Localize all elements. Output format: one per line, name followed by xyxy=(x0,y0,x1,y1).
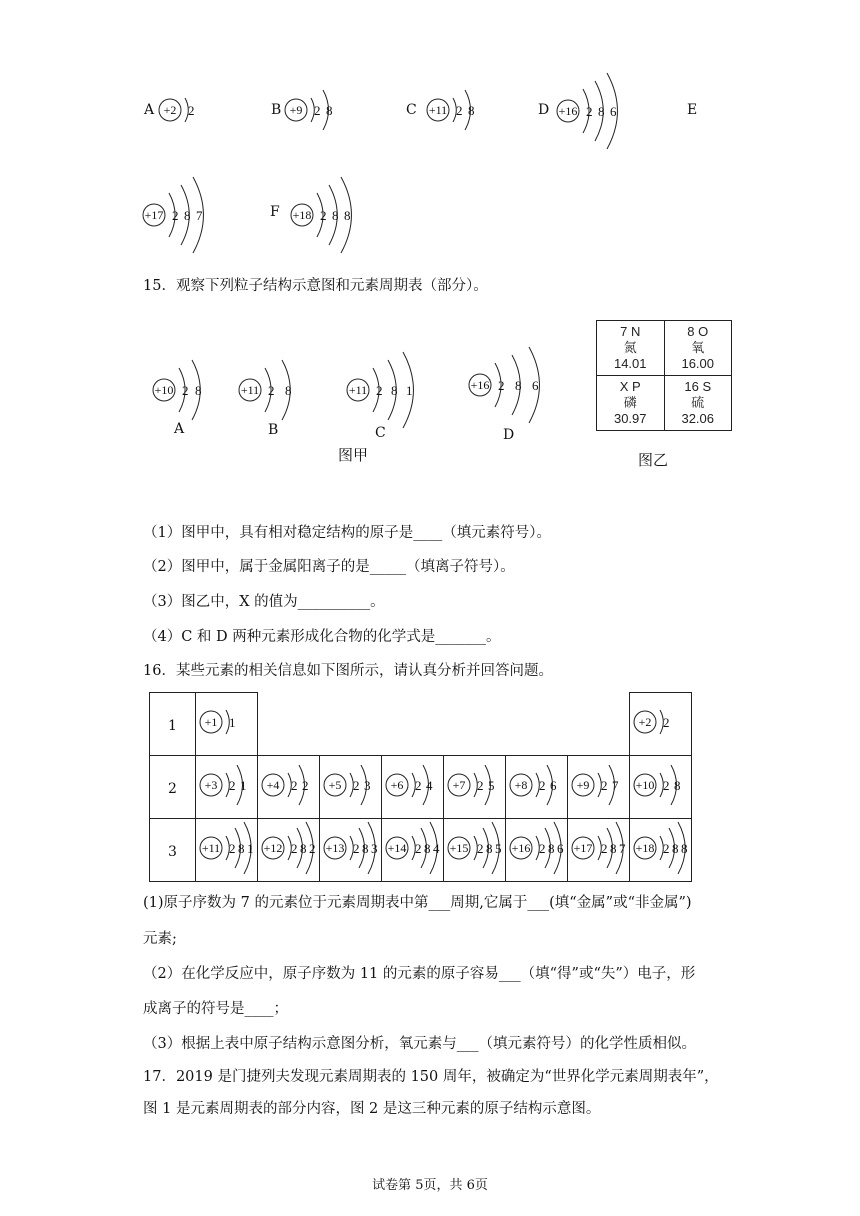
nucleus-charge: +18 xyxy=(635,841,654,855)
nucleus-charge: +14 xyxy=(387,841,406,855)
page-footer: 试卷第 5页，共 6页 xyxy=(372,1178,488,1193)
shell-electron-count: 2 xyxy=(376,383,383,398)
option-label-c: C xyxy=(406,102,417,118)
element-slot xyxy=(196,819,258,882)
shell-electron-count: 2 xyxy=(320,208,327,223)
element-header: 7 N xyxy=(620,324,641,339)
shell-electron-count: 2 xyxy=(538,841,545,856)
element-header: 8 O xyxy=(687,324,709,339)
question-17-line1: 17．2019 是门捷列夫发现元素周期表的 150 周年，被确定为“世界化学元素周期表年”， xyxy=(143,1069,719,1085)
nucleus-charge: +11 xyxy=(240,383,260,397)
period-label: 2 xyxy=(168,780,177,797)
shell-electron-count: 8 xyxy=(609,841,616,856)
nucleus-charge: +1 xyxy=(204,715,217,729)
shell-electron-count: 2 xyxy=(290,841,297,856)
element-cell-s xyxy=(664,376,732,431)
shell-electron-count: 8 xyxy=(237,841,244,856)
shell-electron-count: 2 xyxy=(182,383,189,398)
atom-diagram xyxy=(344,335,444,445)
shell-electron-count: 1 xyxy=(228,715,235,730)
nucleus-charge: +16 xyxy=(470,378,490,392)
nucleus-charge: +7 xyxy=(452,778,465,792)
atom-diagram xyxy=(466,330,576,440)
shell-electron-count: 8 xyxy=(326,103,333,118)
shell-electron-count: 2 xyxy=(662,778,669,793)
shell-electron-count: 6 xyxy=(549,778,556,793)
period-cell xyxy=(150,693,196,756)
option-label-e: E xyxy=(687,102,698,118)
shell-electron-count: 7 xyxy=(611,778,618,793)
atomic-structure-table xyxy=(149,692,692,882)
element-slot xyxy=(258,819,320,882)
nucleus-charge: +2 xyxy=(163,103,177,117)
shell-electron-count: 2 xyxy=(414,778,421,793)
shell-electron-count: 8 xyxy=(344,208,351,223)
period-label: 3 xyxy=(168,843,177,860)
shell-electron-count: 8 xyxy=(547,841,554,856)
element-slot xyxy=(568,756,630,819)
shell-electron-count: 7 xyxy=(196,208,203,223)
shell-electron-count: 2 xyxy=(308,841,315,856)
atom-diagram xyxy=(569,819,629,877)
element-cell-o xyxy=(664,321,732,376)
element-name: 氮 xyxy=(623,340,637,355)
shell-electron-count: 8 xyxy=(680,841,687,856)
nucleus-charge: +10 xyxy=(154,383,174,397)
nucleus-charge: +9 xyxy=(289,103,303,117)
shell-electron-count: 8 xyxy=(195,383,202,398)
atom-diagram xyxy=(424,82,500,138)
atom-diagram xyxy=(156,82,216,138)
element-slot xyxy=(568,819,630,882)
shell-electron-count: 8 xyxy=(468,103,475,118)
element-name: 硫 xyxy=(691,395,705,410)
nucleus-charge: +16 xyxy=(511,841,530,855)
shell-electron-count: 2 xyxy=(228,778,235,793)
atom-diagram xyxy=(507,819,567,877)
shell-electron-count: 8 xyxy=(598,104,605,119)
atom-diagram xyxy=(321,819,381,877)
atom-diagram xyxy=(321,756,381,814)
nucleus-charge: +8 xyxy=(514,778,527,792)
question-15-title: 15．观察下列粒子结构示意图和元素周期表（部分）。 xyxy=(143,278,488,294)
nucleus-charge: +12 xyxy=(263,841,282,855)
element-mass: 14.01 xyxy=(613,356,647,371)
atom-diagram xyxy=(140,170,230,260)
period-cell xyxy=(150,756,196,819)
diagram-label-c: C xyxy=(375,425,386,441)
element-slot xyxy=(444,756,506,819)
shell-electron-count: 8 xyxy=(299,841,306,856)
atom-diagram xyxy=(259,819,319,877)
element-slot xyxy=(630,693,692,756)
element-slot xyxy=(258,756,320,819)
shell-electron-count: 2 xyxy=(414,841,421,856)
element-header: X P xyxy=(619,379,641,394)
atom-diagram xyxy=(569,756,629,814)
shell-electron-count: 2 xyxy=(662,715,669,730)
element-cell-p xyxy=(597,376,665,431)
shell-electron-count: 8 xyxy=(332,208,339,223)
shell-electron-count: 2 xyxy=(586,104,593,119)
nucleus-charge: +11 xyxy=(428,103,448,117)
atom-diagram xyxy=(383,756,443,814)
element-name: 磷 xyxy=(623,395,637,410)
shell-electron-count: 3 xyxy=(363,778,370,793)
element-slot xyxy=(382,819,444,882)
nucleus-charge: +2 xyxy=(638,715,651,729)
element-mass: 32.06 xyxy=(681,411,715,426)
question-15-4: （4）C 和 D 两种元素形成化合物的化学式是_______。 xyxy=(143,629,501,645)
option-label-b: B xyxy=(271,102,282,118)
element-slot xyxy=(382,756,444,819)
element-slot xyxy=(630,756,692,819)
nucleus-charge: +11 xyxy=(348,383,368,397)
nucleus-charge: +16 xyxy=(558,104,578,118)
atom-diagram xyxy=(288,170,378,260)
shell-electron-count: 8 xyxy=(391,383,398,398)
shell-electron-count: 4 xyxy=(432,841,439,856)
shell-electron-count: 2 xyxy=(290,778,297,793)
shell-electron-count: 5 xyxy=(494,841,501,856)
diagram-label-d: D xyxy=(503,427,515,443)
shell-electron-count: 2 xyxy=(498,378,505,393)
nucleus-charge: +17 xyxy=(573,841,592,855)
shell-electron-count: 2 xyxy=(662,841,669,856)
option-label-a: A xyxy=(144,102,155,118)
shell-electron-count: 2 xyxy=(456,103,463,118)
question-17-line2: 图 1 是元素周期表的部分内容，图 2 是这三种元素的原子结构示意图。 xyxy=(143,1101,601,1117)
element-slot xyxy=(320,819,382,882)
shell-electron-count: 2 xyxy=(301,778,308,793)
shell-electron-count: 2 xyxy=(172,208,179,223)
period-label: 1 xyxy=(168,717,177,734)
question-16-2-line2: 成离子的符号是____； xyxy=(143,1001,288,1017)
shell-electron-count: 6 xyxy=(532,378,539,393)
figure-a-caption: 图甲 xyxy=(338,447,369,464)
atom-diagram xyxy=(197,819,257,877)
element-slot xyxy=(506,756,568,819)
atom-diagram xyxy=(445,819,505,877)
shell-electron-count: 8 xyxy=(285,383,292,398)
shell-electron-count: 4 xyxy=(425,778,432,793)
shell-electron-count: 2 xyxy=(228,841,235,856)
shell-electron-count: 1 xyxy=(239,778,246,793)
element-name: 氧 xyxy=(691,340,705,355)
periodic-table-excerpt xyxy=(596,320,732,431)
nucleus-charge: +11 xyxy=(201,841,220,855)
shell-electron-count: 2 xyxy=(476,841,483,856)
atom-diagram xyxy=(150,345,230,435)
shell-electron-count: 3 xyxy=(370,841,377,856)
nucleus-charge: +9 xyxy=(576,778,589,792)
nucleus-charge: +3 xyxy=(204,778,217,792)
shell-electron-count: 2 xyxy=(352,778,359,793)
shell-electron-count: 8 xyxy=(423,841,430,856)
atom-diagram xyxy=(259,756,319,814)
atom-diagram xyxy=(383,819,443,877)
question-16-title: 16．某些元素的相关信息如下图所示，请认真分析并回答问题。 xyxy=(143,663,553,679)
diagram-label-b: B xyxy=(268,422,279,438)
shell-electron-count: 2 xyxy=(268,383,275,398)
atom-diagram xyxy=(445,756,505,814)
shell-electron-count: 1 xyxy=(246,841,253,856)
question-16-1-line2: 元素; xyxy=(143,931,177,947)
nucleus-charge: +10 xyxy=(635,778,654,792)
shell-electron-count: 6 xyxy=(556,841,563,856)
diagram-label-a: A xyxy=(174,421,185,437)
shell-electron-count: 2 xyxy=(352,841,359,856)
atom-diagram xyxy=(554,66,644,156)
element-slot xyxy=(506,819,568,882)
shell-electron-count: 6 xyxy=(610,104,617,119)
option-label-f: F xyxy=(270,204,280,220)
shell-electron-count: 8 xyxy=(184,208,191,223)
figure-b-caption: 图乙 xyxy=(638,452,669,469)
shell-electron-count: 2 xyxy=(600,778,607,793)
element-slot xyxy=(444,819,506,882)
nucleus-charge: +13 xyxy=(325,841,344,855)
element-slot xyxy=(196,756,258,819)
atom-diagram xyxy=(631,756,691,814)
shell-electron-count: 5 xyxy=(487,778,494,793)
atom-diagram xyxy=(631,819,691,877)
element-mass: 16.00 xyxy=(681,356,715,371)
shell-electron-count: 2 xyxy=(600,841,607,856)
shell-electron-count: 7 xyxy=(618,841,625,856)
element-slot xyxy=(196,693,258,756)
question-15-1: （1）图甲中，具有相对稳定结构的原子是____（填元素符号）。 xyxy=(143,525,551,541)
empty-gap xyxy=(258,693,630,756)
element-slot xyxy=(320,756,382,819)
atom-diagram xyxy=(507,756,567,814)
nucleus-charge: +6 xyxy=(390,778,403,792)
shell-electron-count: 2 xyxy=(188,103,195,118)
nucleus-charge: +4 xyxy=(266,778,279,792)
shell-electron-count: 2 xyxy=(476,778,483,793)
atom-diagram xyxy=(197,756,257,814)
shell-electron-count: 8 xyxy=(485,841,492,856)
nucleus-charge: +5 xyxy=(328,778,341,792)
shell-electron-count: 1 xyxy=(406,383,413,398)
period-cell xyxy=(150,819,196,882)
element-header: 16 S xyxy=(684,379,712,394)
question-16-3: （3）根据上表中原子结构示意图分析，氧元素与___（填元素符号）的化学性质相似。 xyxy=(143,1036,696,1052)
question-15-3: （3）图乙中，X 的值为__________。 xyxy=(143,594,385,610)
question-16-1-line1: (1)原子序数为 7 的元素位于元素周期表中第___周期,它属于___(填“金属”或“非金属”) xyxy=(143,895,692,911)
element-slot xyxy=(630,819,692,882)
atom-diagram xyxy=(282,82,352,138)
atom-diagram xyxy=(631,693,691,751)
option-label-d: D xyxy=(538,102,550,118)
element-mass: 30.97 xyxy=(613,411,647,426)
shell-electron-count: 8 xyxy=(671,841,678,856)
question-16-2-line1: （2）在化学反应中，原子序数为 11 的元素的原子容易___（填“得”或“失”）电子，形 xyxy=(143,966,696,982)
atom-diagram xyxy=(197,693,257,751)
nucleus-charge: +17 xyxy=(144,208,164,222)
nucleus-charge: +15 xyxy=(449,841,468,855)
element-cell-n xyxy=(597,321,665,376)
nucleus-charge: +18 xyxy=(292,208,312,222)
shell-electron-count: 2 xyxy=(538,778,545,793)
shell-electron-count: 8 xyxy=(515,378,522,393)
shell-electron-count: 8 xyxy=(673,778,680,793)
question-15-2: （2）图甲中，属于金属阳离子的是_____（填离子符号）。 xyxy=(143,559,515,575)
shell-electron-count: 8 xyxy=(361,841,368,856)
shell-electron-count: 2 xyxy=(314,103,321,118)
